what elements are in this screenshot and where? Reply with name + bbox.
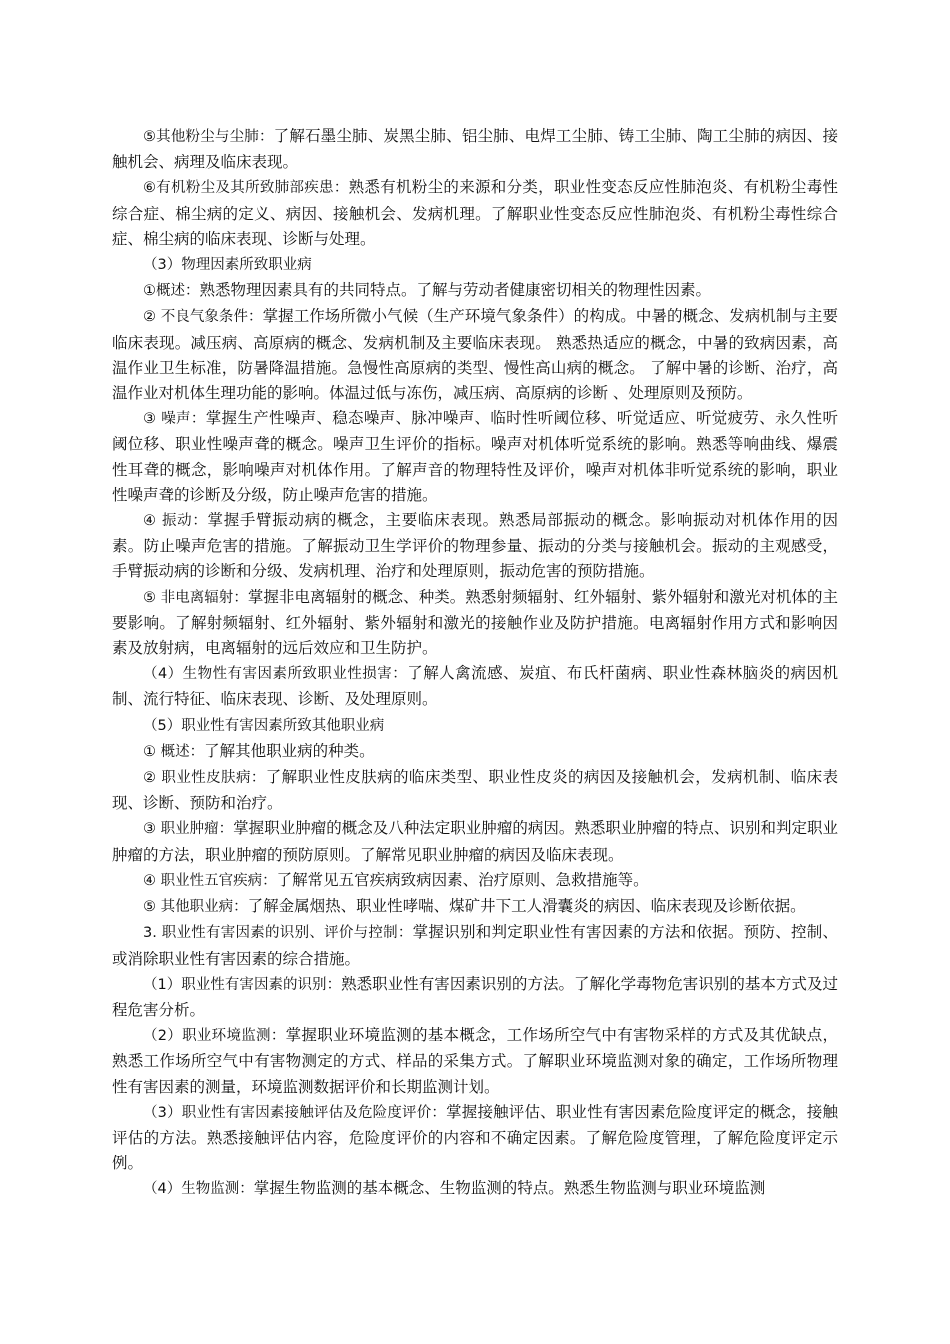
paragraph-heading: （3）物理因素所致职业病 bbox=[143, 257, 312, 274]
paragraph bbox=[112, 920, 838, 971]
paragraph-heading: （2）职业环境监测： bbox=[143, 1028, 286, 1045]
paragraph bbox=[112, 508, 838, 585]
paragraph-heading: ①概述： bbox=[143, 283, 200, 300]
paragraph-heading: ① 概述： bbox=[143, 743, 205, 760]
paragraph-text: 掌握职业环境监测的基本概念，工作场所空气中有害物采样的方式及其优缺点，熟悉工作场所空气中有害物测定的方式、样品的采集方式。了解职业环境监测对象的确定，工作场所物理性有害因素的测量，环境监测数据评价和长期监测计划。 bbox=[112, 1026, 838, 1096]
paragraph-text: 了解常见五官疾病致病因素、治疗原则、急救措施等。 bbox=[276, 870, 649, 889]
paragraph-heading: （1）职业性有害因素的识别： bbox=[143, 976, 342, 993]
section-heading bbox=[112, 252, 838, 278]
paragraph bbox=[112, 894, 838, 920]
paragraph-text: 熟悉物理因素具有的共同特点。了解与劳动者健康密切相关的物理性因素。 bbox=[199, 281, 712, 300]
paragraph-heading: （3）职业性有害因素接触评估及危险度评价： bbox=[143, 1104, 447, 1121]
paragraph bbox=[112, 1023, 838, 1100]
paragraph bbox=[112, 661, 838, 712]
paragraph-heading: ⑤ 非电离辐射： bbox=[143, 589, 248, 606]
section-heading bbox=[112, 713, 838, 739]
paragraph-text: 掌握工作场所微小气候（生产环境气象条件）的构成。中暑的概念、发病机制与主要临床表现。减压病、高原病的概念、发病机制及主要临床表现。 熟悉热适应的概念，中暑的致病因素，高温作业卫生标准，防暑降温措施。急慢性高原病的类型、慢性高山病的概念。 了解中暑的诊断、治疗，高温作业对机体生理功能的影响。体温过低与冻伤，减压病、高原病的诊断 、处理原则及预防。 bbox=[112, 307, 838, 403]
paragraph-text: 了解人禽流感、炭疽、布氏杆菌病、职业性森林脑炎的病因机制、流行特征、临床表现、诊断、及处理原则。 bbox=[112, 664, 838, 709]
paragraph-heading: （4）生物监测： bbox=[143, 1181, 254, 1198]
paragraph bbox=[112, 175, 838, 252]
paragraph bbox=[112, 304, 838, 406]
document-body bbox=[112, 124, 838, 1203]
paragraph bbox=[112, 765, 838, 816]
paragraph bbox=[112, 585, 838, 662]
paragraph-heading: ② 不良气象条件： bbox=[143, 309, 263, 326]
paragraph bbox=[112, 816, 838, 867]
paragraph bbox=[112, 868, 838, 894]
paragraph-heading: ② 职业性皮肤病： bbox=[143, 770, 266, 787]
paragraph-text: 掌握非电离辐射的概念、种类。熟悉射频辐射、红外辐射、紫外辐射和激光对机体的主要影响。了解射频辐射、红外辐射、紫外辐射和激光的接触作业及防护措施。电离辐射作用方式和影响因素及放射病，电离辐射的远后效应和卫生防护。 bbox=[112, 587, 838, 658]
paragraph-text: 了解石墨尘肺、炭黑尘肺、铝尘肺、电焊工尘肺、铸工尘肺、陶工尘肺的病因、接触机会、病理及临床表现。 bbox=[112, 127, 838, 172]
paragraph bbox=[112, 739, 838, 765]
paragraph bbox=[112, 278, 838, 304]
paragraph bbox=[112, 972, 838, 1023]
paragraph bbox=[112, 406, 838, 508]
paragraph-heading: （4）生物性有害因素所致职业性损害： bbox=[143, 666, 408, 683]
paragraph-heading: ⑥有机粉尘及其所致肺部疾患： bbox=[143, 180, 349, 197]
paragraph-heading: ③ 职业肿瘤： bbox=[143, 821, 234, 838]
paragraph-text: 熟悉有机粉尘的来源和分类，职业性变态反应性肺泡炎、有机粉尘毒性综合症、棉尘病的定义、病因、接触机会、发病机理。了解职业性变态反应性肺泡炎、有机粉尘毒性综合症、棉尘病的临床表现、诊断与处理。 bbox=[112, 178, 838, 248]
paragraph-heading: 3. 职业性有害因素的识别、评价与控制： bbox=[143, 925, 413, 942]
paragraph-text: 了解职业性皮肤病的临床类型、职业性皮炎的病因及接触机会，发病机制、临床表现、诊断、预防和治疗。 bbox=[112, 768, 838, 813]
paragraph-heading: ⑤ 其他职业病： bbox=[143, 899, 248, 916]
paragraph-text: 掌握接触评估、职业性有害因素危险度评定的概念，接触评估的方法。熟悉接触评估内容，危险度评价的内容和不确定因素。了解危险度管理，了解危险度评定示例。 bbox=[112, 1102, 838, 1173]
paragraph-heading: （5）职业性有害因素所致其他职业病 bbox=[143, 717, 385, 734]
paragraph-heading: ⑤其他粉尘与尘肺： bbox=[143, 129, 274, 145]
paragraph-text: 了解金属烟热、职业性哮喘、煤矿井下工人滑囊炎的病因、临床表现及诊断依据。 bbox=[247, 897, 806, 916]
paragraph-text: 掌握手臂振动病的概念，主要临床表现。熟悉局部振动的概念。影响振动对机体作用的因素。防止噪声危害的措施。了解振动卫生学评价的物理参量、振动的分类与接触机会。振动的主观感受，手臂振动病的诊断和分级、发病机理、治疗和处理原则，振动危害的预防措施。 bbox=[112, 511, 838, 581]
paragraph bbox=[112, 124, 838, 175]
paragraph-text: 掌握识别和判定职业性有害因素的方法和依据。预防、控制、或消除职业性有害因素的综合措施。 bbox=[112, 923, 838, 968]
paragraph-text: 掌握职业肿瘤的概念及八种法定职业肿瘤的病因。熟悉职业肿瘤的特点、识别和判定职业肿瘤的方法，职业肿瘤的预防原则。了解常见职业肿瘤的病因及临床表现。 bbox=[112, 819, 838, 864]
paragraph-text: 掌握生物监测的基本概念、生物监测的特点。熟悉生物监测与职业环境监测 bbox=[253, 1179, 766, 1198]
paragraph bbox=[112, 1100, 838, 1177]
paragraph bbox=[112, 1176, 838, 1202]
paragraph-heading: ④ 振动： bbox=[143, 513, 208, 530]
paragraph-text: 了解其他职业病的种类。 bbox=[204, 741, 375, 760]
paragraph-text: 掌握生产性噪声、稳态噪声、脉冲噪声、临时性听阈位移、听觉适应、听觉疲劳、永久性听阈位移、职业性噪声聋的概念。噪声卫生评价的指标。噪声对机体听觉系统的影响。熟悉等响曲线、爆震性耳聋的概念，影响噪声对机体作用。了解声音的物理特性及评价，噪声对机体非听觉系统的影响，职业性噪声聋的诊断及分级，防止噪声危害的措施。 bbox=[112, 409, 838, 504]
paragraph-text: 熟悉职业性有害因素识别的方法。了解化学毒物危害识别的基本方式及过程危害分析。 bbox=[112, 974, 838, 1019]
paragraph-heading: ③ 噪声： bbox=[143, 411, 206, 428]
paragraph-heading: ④ 职业性五官疾病： bbox=[143, 872, 277, 889]
